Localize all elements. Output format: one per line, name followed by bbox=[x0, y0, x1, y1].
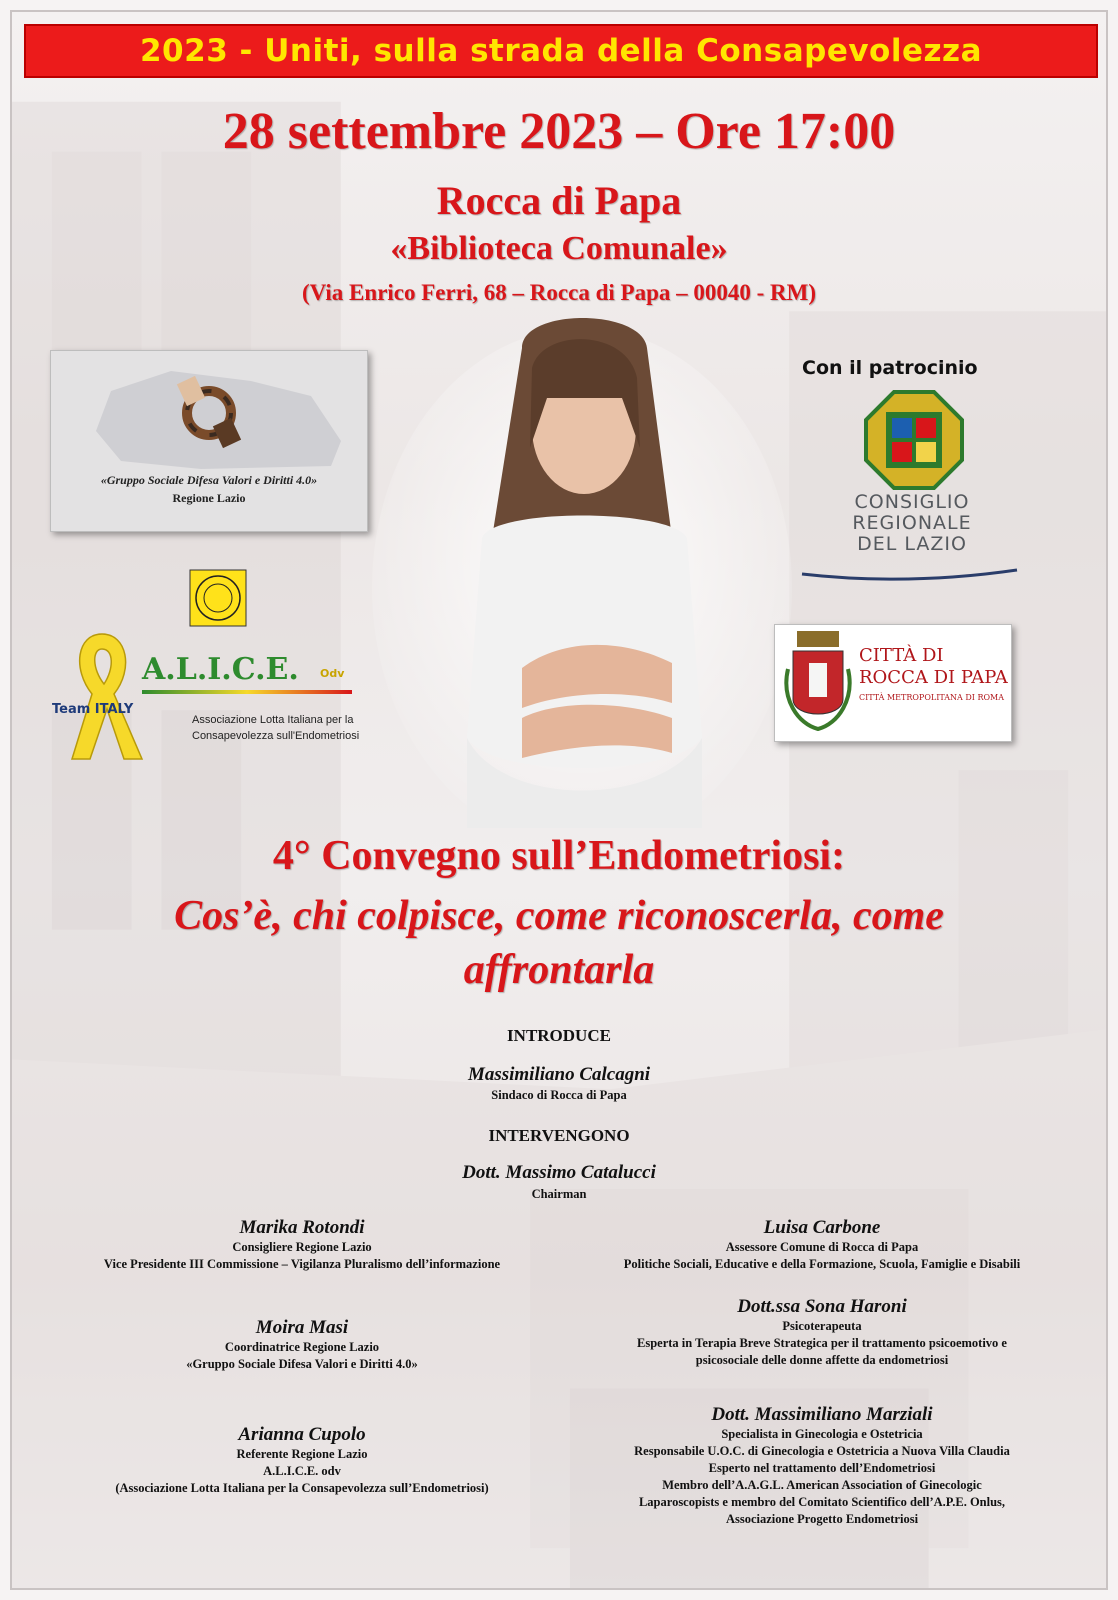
speaker-name: Luisa Carbone bbox=[763, 1217, 881, 1238]
introduce-name: Massimiliano Calcagni bbox=[467, 1064, 651, 1085]
alice-underline bbox=[142, 690, 352, 694]
speaker-role: A.L.I.C.E. odv bbox=[263, 1464, 341, 1478]
yellow-ribbon-icon bbox=[52, 624, 152, 764]
chair-name: Dott. Massimo Catalucci bbox=[462, 1162, 656, 1183]
alice-team-italy: Team ITALY bbox=[52, 702, 134, 717]
speaker-name: Arianna Cupolo bbox=[238, 1424, 366, 1445]
speaker-role: Esperta in Terapia Breve Strategica per il trattamento psicoemotivo e bbox=[637, 1336, 1007, 1350]
speaker-left-3 bbox=[52, 1424, 552, 1497]
speaker-name: Dott.ssa Sona Haroni bbox=[737, 1296, 907, 1317]
introduce-role: Sindaco di Rocca di Papa bbox=[491, 1088, 627, 1102]
citta-line2: ROCCA DI PAPA bbox=[859, 667, 1008, 688]
convegno-subtitle-line1: Cos’è, chi colpisce, come riconoscerla, come bbox=[174, 893, 944, 939]
alice-name: A.L.I.C.E. bbox=[142, 652, 299, 687]
speaker-name: Marika Rotondi bbox=[239, 1217, 365, 1238]
lazio-map-hands-icon bbox=[51, 351, 367, 471]
event-date-time: 28 settembre 2023 – Ore 17:00 bbox=[222, 103, 896, 160]
speaker-role: Politiche Sociali, Educative e della Formazione, Scuola, Famiglie e Disabili bbox=[623, 1257, 1021, 1271]
speaker-role: Responsabile U.O.C. di Ginecologia e Ostetricia a Nuova Villa Claudia bbox=[634, 1444, 1010, 1458]
speaker-role: Assessore Comune di Rocca di Papa bbox=[725, 1240, 919, 1254]
speaker-role: Coordinatrice Regione Lazio bbox=[224, 1340, 380, 1354]
speaker-role: Laparoscopists e membro del Comitato Scientifico dell’A.P.E. Onlus, bbox=[638, 1495, 1006, 1509]
consiglio-line3: DEL LAZIO bbox=[857, 533, 967, 555]
event-address: (Via Enrico Ferri, 68 – Rocca di Papa – 00040 - RM) bbox=[302, 280, 816, 305]
speaker-name: Dott. Massimiliano Marziali bbox=[711, 1404, 933, 1425]
woman-abdominal-pain-image bbox=[372, 308, 792, 828]
gruppo-sociale-logo bbox=[50, 350, 368, 532]
speaker-role: (Associazione Lotta Italiana per la Consapevolezza sull’Endometriosi) bbox=[115, 1481, 489, 1495]
speaker-role: Membro dell’A.A.G.L. American Association of Ginecologic bbox=[662, 1478, 982, 1492]
speaker-role: Referente Regione Lazio bbox=[236, 1447, 368, 1461]
consiglio-regionale-text bbox=[832, 492, 992, 555]
gruppo-sociale-line1: «Gruppo Sociale Difesa Valori e Diritti 4.0» bbox=[100, 473, 318, 487]
consiglio-swoosh-icon bbox=[797, 564, 1022, 584]
top-banner bbox=[24, 24, 1098, 78]
alice-desc-line2: Consapevolezza sull'Endometriosi bbox=[192, 730, 360, 742]
speaker-role: «Gruppo Sociale Difesa Valori e Diritti 4.0» bbox=[186, 1357, 418, 1371]
speaker-right-2 bbox=[572, 1296, 1072, 1369]
rocca-di-papa-crest-icon bbox=[783, 629, 853, 733]
banner-text: 2023 - Uniti, sulla strada della Consapevolezza bbox=[139, 33, 983, 69]
speaker-name: Moira Masi bbox=[255, 1317, 349, 1338]
citta-rocca-di-papa-logo bbox=[774, 624, 1012, 742]
consiglio-line1: CONSIGLIO bbox=[854, 491, 970, 513]
speaker-left-2 bbox=[52, 1317, 552, 1373]
patrocinio-label: Con il patrocinio bbox=[802, 357, 978, 379]
speaker-right-3 bbox=[572, 1404, 1072, 1528]
speaker-right-1 bbox=[572, 1217, 1072, 1273]
alice-desc-line1: Associazione Lotta Italiana per la bbox=[192, 714, 354, 726]
event-city: Rocca di Papa bbox=[436, 178, 682, 223]
speaker-role: Specialista in Ginecologia e Ostetricia bbox=[721, 1427, 923, 1441]
speaker-role: Esperto nel trattamento dell’Endometriosi bbox=[708, 1461, 936, 1475]
chair-role: Chairman bbox=[531, 1187, 587, 1201]
consiglio-regionale-emblem-icon bbox=[864, 390, 964, 490]
speaker-role: Associazione Progetto Endometriosi bbox=[725, 1512, 919, 1526]
alice-odv: Odv bbox=[320, 667, 345, 680]
speaker-role: Vice Presidente III Commissione – Vigilanza Pluralismo dell’informazione bbox=[103, 1257, 501, 1271]
event-venue: «Biblioteca Comunale» bbox=[390, 230, 728, 267]
citta-line1: CITTÀ DI bbox=[859, 645, 944, 666]
poster bbox=[10, 10, 1108, 1590]
convegno-subtitle-line2: affrontarla bbox=[463, 947, 655, 993]
speaker-role: psicosociale delle donne affette da endometriosi bbox=[695, 1353, 949, 1367]
worldwide-endomarch-badge-icon bbox=[188, 568, 248, 628]
speaker-role: Consigliere Regione Lazio bbox=[232, 1240, 372, 1254]
convegno-title: 4° Convegno sull’Endometriosi: bbox=[272, 833, 846, 879]
intervengono-label: INTERVENGONO bbox=[488, 1126, 630, 1145]
gruppo-sociale-line2: Regione Lazio bbox=[172, 491, 246, 505]
speaker-role: Psicoterapeuta bbox=[782, 1319, 862, 1333]
citta-line3: CITTÀ METROPOLITANA DI ROMA bbox=[859, 693, 1005, 702]
consiglio-line2: REGIONALE bbox=[852, 512, 972, 534]
introduce-label: INTRODUCE bbox=[507, 1026, 611, 1045]
speaker-left-1 bbox=[52, 1217, 552, 1273]
